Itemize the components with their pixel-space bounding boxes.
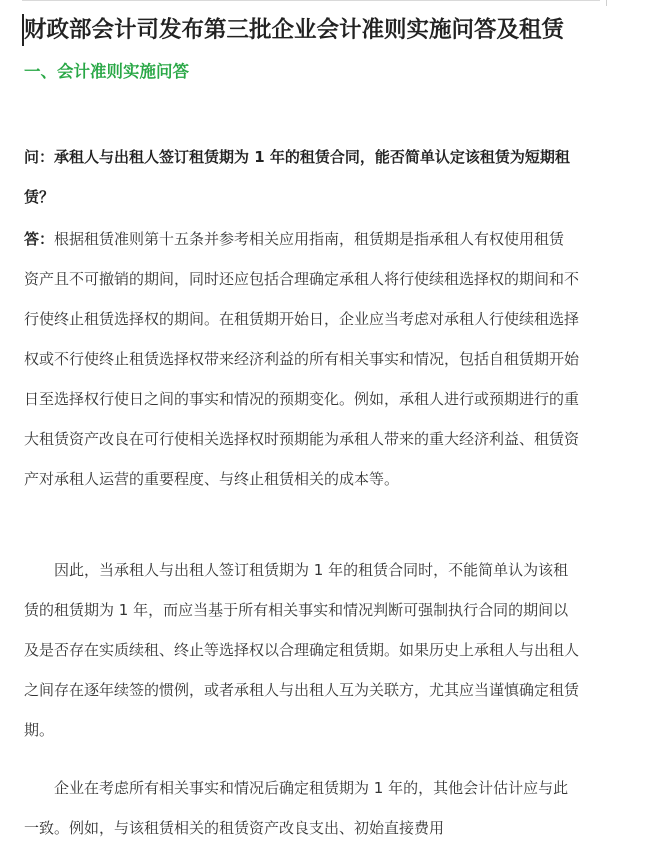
article-title: 财政部会计司发布第三批企业会计准则实施问答及租赁: [24, 17, 565, 43]
answer-label: 答：: [24, 230, 55, 248]
body-paragraph-2: 因此，当承租人与出租人签订租赁期为 1 年的租赁合同时，不能简单认为该租赁的租赁期为 1 年，而应当基于所有相关事实和情况判断可强制执行合同的期间以及是否存在实质续租、终止等选择权以合理确定租赁期。如果历史上承租人与出租人之间存在逐年续签的惯例，或者承租人与出租人互为关联方，尤其应当谨慎确定租赁期。: [24, 561, 580, 739]
section-heading: 一、会计准则实施问答: [24, 62, 189, 81]
ruler-tick: [606, 0, 607, 6]
top-divider: [22, 0, 600, 1]
body-paragraph-3: 企业在考虑所有相关事实和情况后确定租赁期为 1 年的，其他会计估计应与此一致。例如，与该租赁相关的租赁资产改良支出、初始直接费用: [24, 779, 569, 837]
answer-paragraph: [24, 219, 579, 499]
answer-text: 根据租赁准则第十五条并参考相关应用指南，租赁期是指承租人有权使用租赁资产且不可撤销的期间，同时还应包括合理确定承租人将行使续租选择权的期间和不行使终止租赁选择权的期间。在租赁期开始日，企业应当考虑对承租人行使续租选择权或不行使终止租赁选择权带来经济利益的所有相关事实和情况，包括自租赁期开始日至选择权行使日之间的事实和情况的预期变化。例如，承租人进行或预期进行的重大租赁资产改良在可行使相关选择权时预期能为承租人带来的重大经济利益、租赁资产对承租人运营的重要程度、与终止租赁相关的成本等。: [24, 230, 580, 488]
question-paragraph: 问：承租人与出租人签订租赁期为 1 年的租赁合同，能否简单认定该租赁为短期租赁？: [24, 148, 570, 206]
